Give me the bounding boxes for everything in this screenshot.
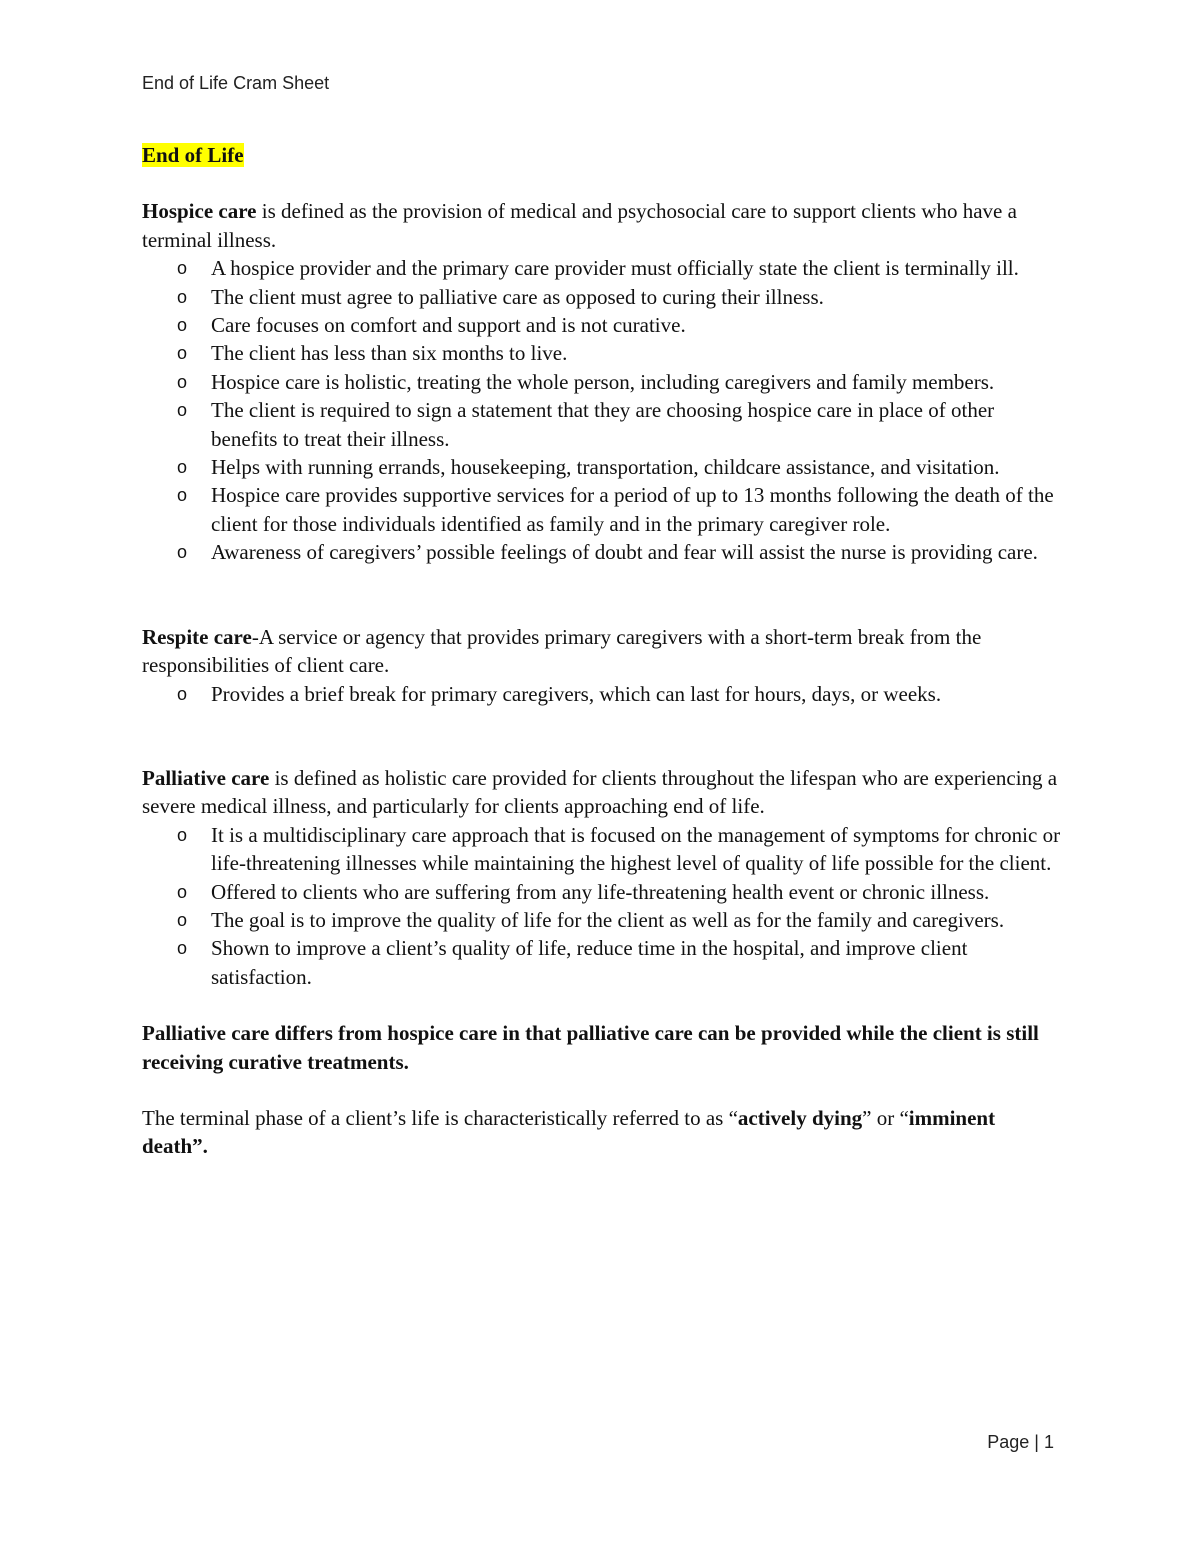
list-item-text: Shown to improve a client’s quality of life, reduce time in the hospital, and improve client satisfaction. — [211, 936, 968, 989]
bullet-marker: o — [177, 938, 188, 959]
bullet-marker: o — [177, 315, 188, 336]
terminal-text-before: The terminal phase of a client’s life is characteristically referred to as “ — [142, 1105, 738, 1130]
list-item-text: Provides a brief break for primary caregivers, which can last for hours, days, or weeks. — [211, 681, 942, 706]
bullet-marker: o — [177, 286, 188, 307]
list-item — [177, 934, 1062, 991]
list-item — [177, 878, 1062, 906]
bullet-marker: o — [177, 457, 188, 478]
section-title: End of Life — [142, 143, 244, 167]
list-item — [177, 311, 1062, 339]
bullet-marker: o — [177, 258, 188, 279]
list-item — [177, 453, 1062, 481]
bullet-marker: o — [177, 824, 188, 845]
list-item — [177, 481, 1062, 538]
list-item-text: A hospice provider and the primary care provider must officially state the client is terminally ill. — [211, 256, 1019, 281]
page-header: End of Life Cram Sheet — [142, 73, 330, 93]
hospice-term: Hospice care — [142, 199, 257, 224]
palliative-term: Palliative care — [142, 765, 270, 790]
document-body — [142, 141, 1062, 1161]
list-item — [177, 254, 1062, 282]
bullet-marker: o — [177, 485, 188, 506]
bullet-marker: o — [177, 881, 188, 902]
list-item — [177, 339, 1062, 367]
difference-text: Palliative care differs from hospice care in that palliative care can be provided while the client is still receiving curative treatments. — [142, 1021, 1039, 1074]
palliative-list — [142, 821, 1062, 991]
bullet-marker: o — [177, 343, 188, 364]
list-item-text: Awareness of caregivers’ possible feelings of doubt and fear will assist the nurse is providing care. — [211, 540, 1038, 565]
list-item — [177, 538, 1062, 566]
list-item — [177, 368, 1062, 396]
bullet-marker: o — [177, 683, 188, 704]
list-item — [177, 396, 1062, 453]
list-item — [177, 906, 1062, 934]
respite-term: Respite care — [142, 624, 252, 649]
list-item-text: The client is required to sign a statement that they are choosing hospice care in place of other benefits to treat their illness. — [211, 398, 995, 451]
hospice-definition — [142, 197, 1062, 254]
difference-statement — [142, 1019, 1062, 1076]
list-item-text: Hospice care is holistic, treating the whole person, including caregivers and family members. — [211, 369, 995, 394]
respite-list — [142, 680, 1062, 708]
bullet-marker: o — [177, 909, 188, 930]
bullet-marker: o — [177, 371, 188, 392]
list-item-text: The goal is to improve the quality of life for the client as well as for the family and caregivers. — [211, 907, 1005, 932]
list-item-text: Offered to clients who are suffering from any life-threatening health event or chronic illness. — [211, 879, 990, 904]
section-title-line — [142, 141, 1062, 169]
list-item-text: Helps with running errands, housekeeping, transportation, childcare assistance, and visitation. — [211, 455, 1000, 480]
respite-definition-text: -A service or agency that provides primary caregivers with a short-term break from the responsibilities of client care. — [142, 624, 982, 678]
hospice-list — [142, 254, 1062, 566]
hospice-definition-text: is defined as the provision of medical and psychosocial care to support clients who have a terminal illness. — [142, 199, 1017, 252]
list-item-text: The client must agree to palliative care as opposed to curing their illness. — [211, 284, 824, 309]
list-item — [177, 680, 1062, 708]
list-item — [177, 283, 1062, 311]
actively-dying-term: actively dying — [737, 1105, 863, 1130]
list-item-text: The client has less than six months to live. — [211, 341, 568, 366]
terminal-text-middle: ” or “ — [862, 1105, 909, 1130]
palliative-definition — [142, 764, 1062, 821]
respite-definition — [142, 623, 1062, 680]
list-item-text: It is a multidisciplinary care approach that is focused on the management of symptoms for chronic or life-threatening illnesses while maintaining the highest level of quality of life possible for the client. — [211, 822, 1061, 876]
imminent-death-term: imminent death”. — [142, 1105, 996, 1159]
list-item-text: Hospice care provides supportive services for a period of up to 13 months following the death of the client for those individuals identified as family and in the primary caregiver role. — [211, 483, 1054, 536]
bullet-marker: o — [177, 542, 188, 563]
terminal-phase-statement — [142, 1104, 1062, 1161]
page-number: Page | 1 — [987, 1432, 1054, 1452]
palliative-definition-text: is defined as holistic care provided for clients throughout the lifespan who are experiencing a severe medical illness, and particularly for clients approaching end of life. — [142, 765, 1058, 819]
list-item — [177, 821, 1062, 878]
bullet-marker: o — [177, 400, 188, 421]
list-item-text: Care focuses on comfort and support and is not curative. — [211, 313, 686, 338]
